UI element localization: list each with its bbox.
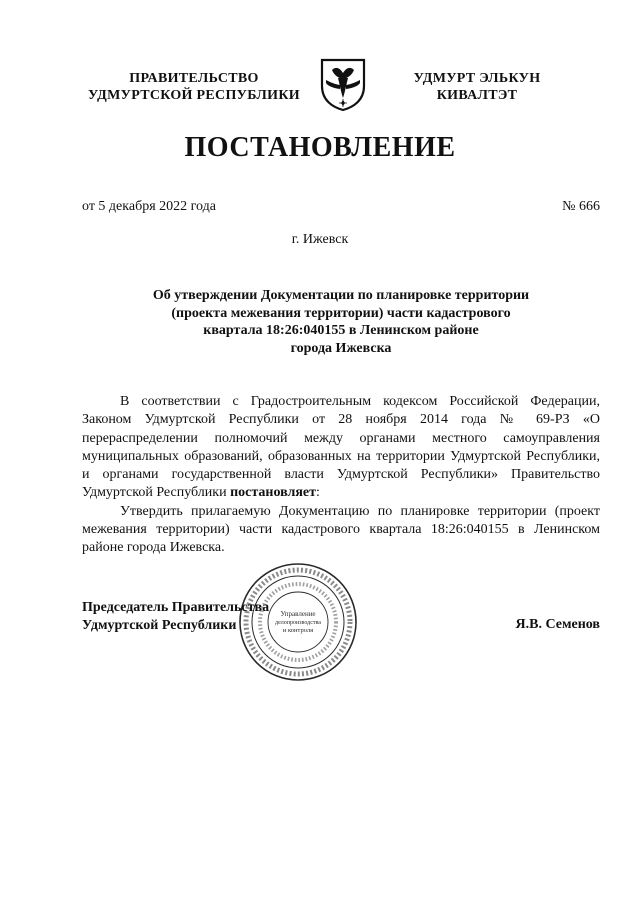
udmurt-coat-of-arms-icon [318, 56, 368, 112]
header-right-line2: КИВАЛТЭТ [436, 88, 518, 103]
signatory-position [82, 599, 269, 635]
document-title [120, 287, 562, 357]
preamble-text: В соответствии с Градостроительным кодексом Российской Федерации, Законом Удмуртской Республики от 28 ноября 2014 года № 69-РЗ «О перераспределении полномочий между органами местного самоуправления муниципальных образований, образованных на территории Удмуртской Республики, и органами государственной власти Удмуртской Республики» Правительство Удмуртской Республики [82, 394, 600, 501]
body-paragraph-preamble [82, 393, 600, 503]
stamp-inner-line3: и контроля [282, 627, 314, 634]
document-number: № 666 [562, 199, 600, 214]
title-line: Об утверждении Документации по планировке территории [152, 288, 530, 303]
resolves-keyword: постановляет [230, 485, 317, 501]
header-right-line1: УДМУРТ ЭЛЬКУН [413, 71, 541, 86]
document-type: ПОСТАНОВЛЕНИЕ [184, 132, 456, 163]
position-line2: Удмуртской Республики [82, 618, 237, 633]
stamp-inner-line1: Управление [280, 610, 316, 618]
position-line1: Председатель Правительства [82, 600, 270, 615]
title-line: города Ижевска [290, 340, 392, 356]
document-city: г. Ижевск [291, 232, 349, 247]
header-left-line1: ПРАВИТЕЛЬСТВО [129, 71, 259, 86]
body-paragraph-decision: Утвердить прилагаемую Документацию по планировке территории (проект межевания территории) части кадастрового квартала 18:26:040155 в Ленинском районе города Ижевска. [82, 503, 600, 556]
title-line: квартала 18:26:040155 в Ленинском районе [203, 323, 479, 338]
document-date: от 5 декабря 2022 года [82, 199, 216, 214]
stamp-inner-line2: делопроизводства [275, 620, 321, 626]
header-government-ru [74, 70, 314, 104]
document-body [82, 393, 600, 558]
header-government-udm [392, 70, 562, 104]
header-left-line2: УДМУРТСКОЙ РЕСПУБЛИКИ [88, 88, 300, 103]
signatory-name: Я.В. Семенов [515, 617, 600, 632]
preamble-end: : [316, 485, 320, 501]
title-line: (проекта межевания территории) части кадастрового [171, 305, 511, 321]
